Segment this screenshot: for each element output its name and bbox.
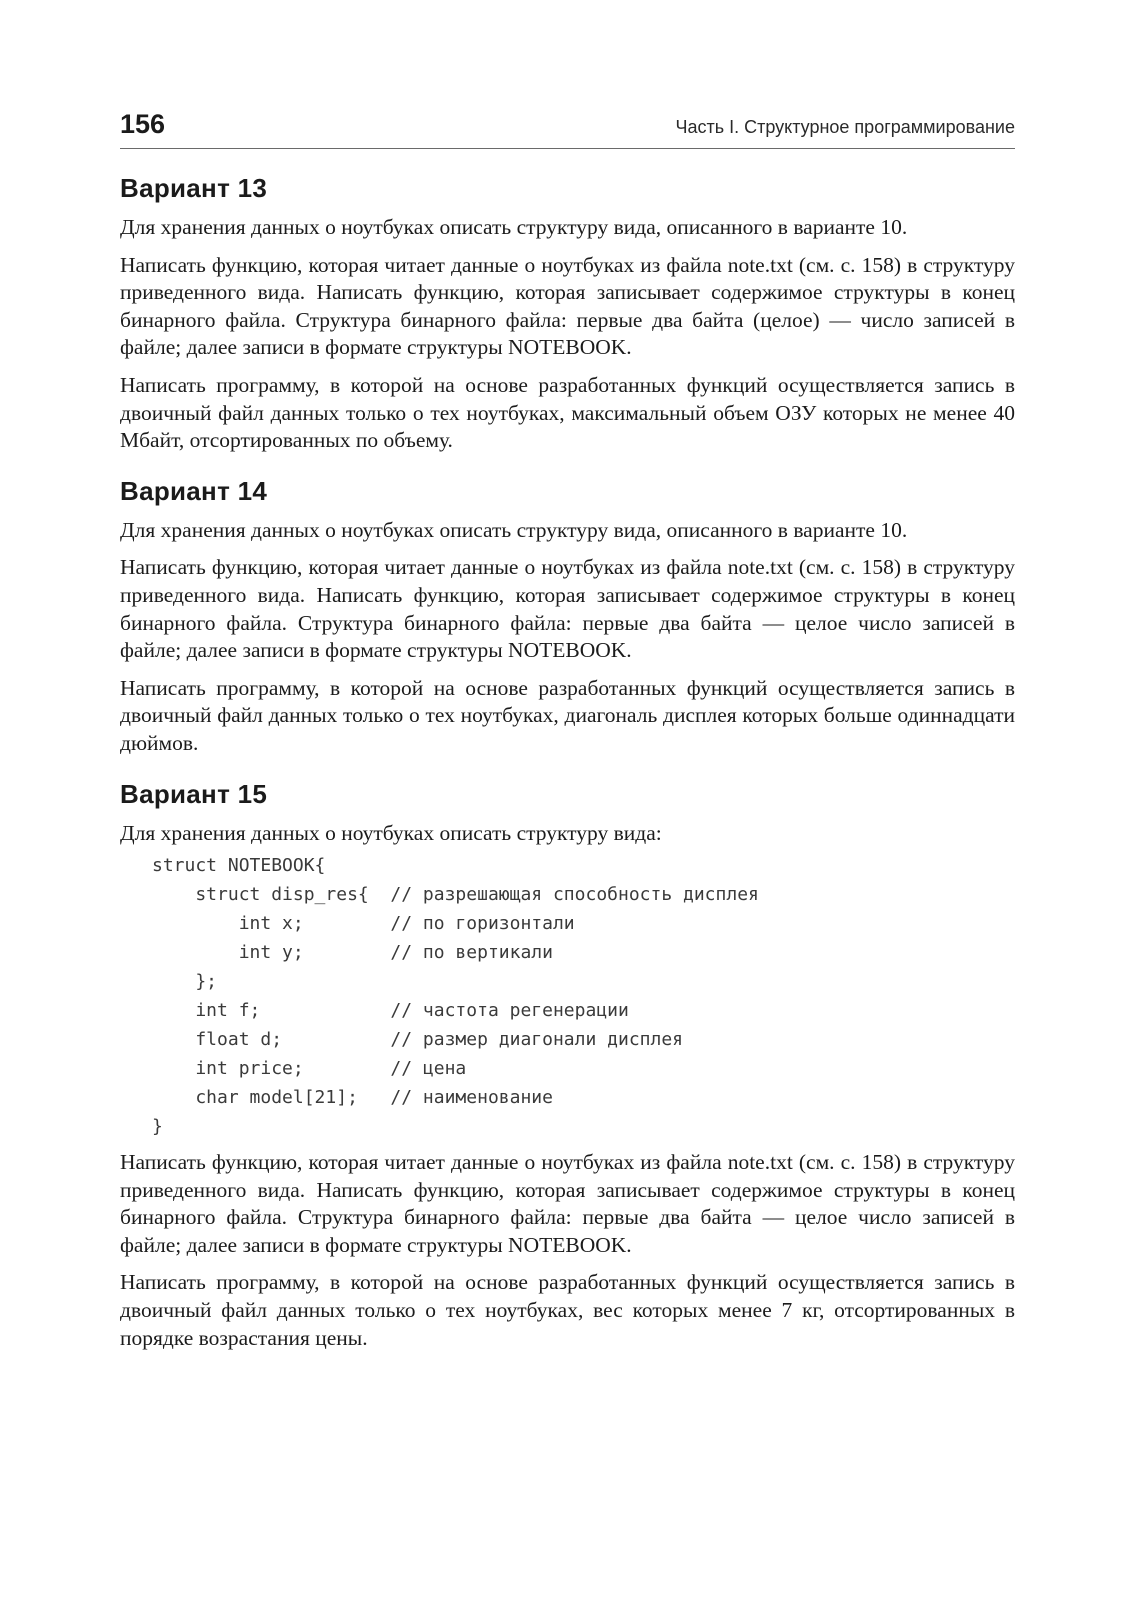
variant-15-section [120, 778, 1015, 1353]
running-head [120, 108, 1015, 149]
variant-heading: Вариант 14 [120, 475, 268, 506]
paragraph: Написать программу, в которой на основе разработанных функций осуществляется запись в двоичный файл данных только о тех ноутбуках, максимальный объем ОЗУ которых не менее 40 Мбайт, отсортированных по объему. [120, 372, 1015, 453]
struct-code-listing: struct NOTEBOOK{ struct disp_res{ // разрешающая способность дисплея int x; // по горизонтали int y; // по вертикали }; int f; // частота регенерации float d; // размер диагонали дисплея int price; // цена char model[21]; // наименование } [152, 855, 759, 1138]
paragraph: Написать функцию, которая читает данные о ноутбуках из файла note.txt (см. с. 158) в структуру приведенного вида. Написать функцию, которая записывает содержимое структуры в конец бинарного файла. Структура бинарного файла: первые два байта (целое) — число записей в файле; далее записи в формате структуры NOTEBOOK. [120, 252, 1015, 360]
variant-13-section [120, 172, 1015, 455]
page-number: 156 [120, 109, 166, 139]
paragraph: Написать программу, в которой на основе разработанных функций осуществляется запись в двоичный файл данных только о тех ноутбуках, диагональ дисплея которых больше одиннадцати дюймов. [120, 675, 1015, 755]
variant-heading: Вариант 13 [120, 173, 268, 203]
paragraph: Для хранения данных о ноутбуках описать структуру вида, описанного в варианте 10. [120, 517, 908, 542]
page-content [120, 172, 1015, 1372]
paragraph: Для хранения данных о ноутбуках описать структуру вида, описанного в варианте 10. [120, 215, 908, 239]
paragraph: Написать функцию, которая читает данные о ноутбуках из файла note.txt (см. с. 158) в структуру приведенного вида. Написать функцию, которая записывает содержимое структуры в конец бинарного файла. Структура бинарного файла: первые два байта — целое число записей в файле; далее записи в формате структуры NOTEBOOK. [120, 1150, 1015, 1257]
paragraph: Написать функцию, которая читает данные о ноутбуках из файла note.txt (см. с. 158) в структуру приведенного вида. Написать функцию, которая записывает содержимое структуры в конец бинарного файла. Структура бинарного файла: первые два байта — целое число записей в файле; далее записи в формате структуры NOTEBOOK. [120, 555, 1015, 663]
paragraph: Для хранения данных о ноутбуках описать структуру вида: [120, 820, 662, 845]
paragraph: Написать программу, в которой на основе разработанных функций осуществляется запись в двоичный файл данных только о тех ноутбуках, вес которых менее 7 кг, отсортированных в порядке возрастания цены. [120, 1270, 1015, 1350]
variant-14-section [120, 475, 1015, 758]
chapter-title: Часть I. Структурное программирование [675, 117, 1015, 137]
variant-heading: Вариант 15 [120, 778, 268, 809]
